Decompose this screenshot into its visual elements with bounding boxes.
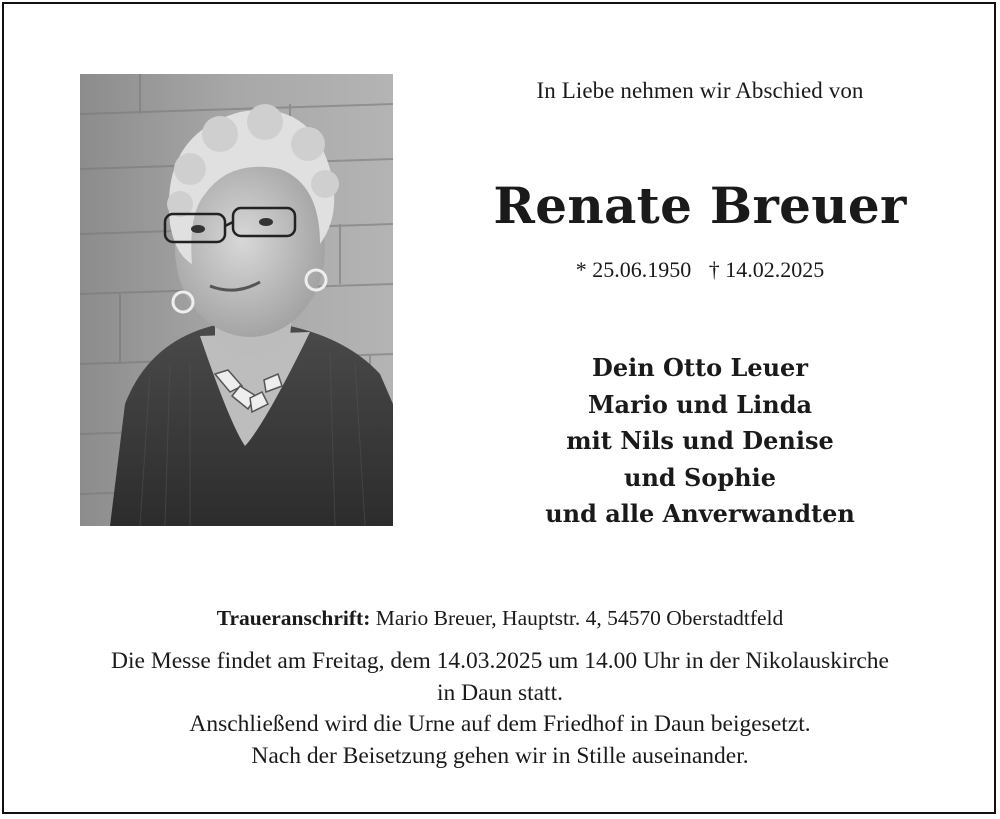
mourners-list <box>440 350 960 533</box>
service-line: Anschließend wird die Urne auf dem Friedhof in Daun beigesetzt. <box>189 711 811 737</box>
portrait-photo <box>80 74 393 526</box>
mourner-line: Mario und Linda <box>587 389 813 419</box>
service-line: Nach der Beisetzung gehen wir in Stille auseinander. <box>251 742 749 769</box>
death-date: † 14.02.2025 <box>708 257 825 282</box>
service-line: Die Messe findet am Freitag, dem 14.03.2025 um 14.00 Uhr in der Nikolauskirche <box>111 648 889 674</box>
mourning-address <box>0 606 1000 631</box>
mourner-line: Dein Otto Leuer <box>592 353 808 382</box>
intro-text: In Liebe nehmen wir Abschied von <box>536 78 864 103</box>
service-line: in Daun statt. <box>437 679 563 706</box>
address-label: Traueranschrift: <box>216 606 371 630</box>
birth-date: * 25.06.1950 <box>575 257 692 282</box>
service-info <box>0 646 1000 772</box>
mourner-line: und Sophie <box>624 462 776 492</box>
deceased-name: Renate Breuer <box>493 176 907 235</box>
mourner-line: und alle Anverwandten <box>545 499 855 528</box>
mourner-line: mit Nils und Denise <box>566 426 834 455</box>
life-dates <box>440 257 960 283</box>
address-value: Mario Breuer, Hauptstr. 4, 54570 Oberstadtfeld <box>375 606 784 630</box>
